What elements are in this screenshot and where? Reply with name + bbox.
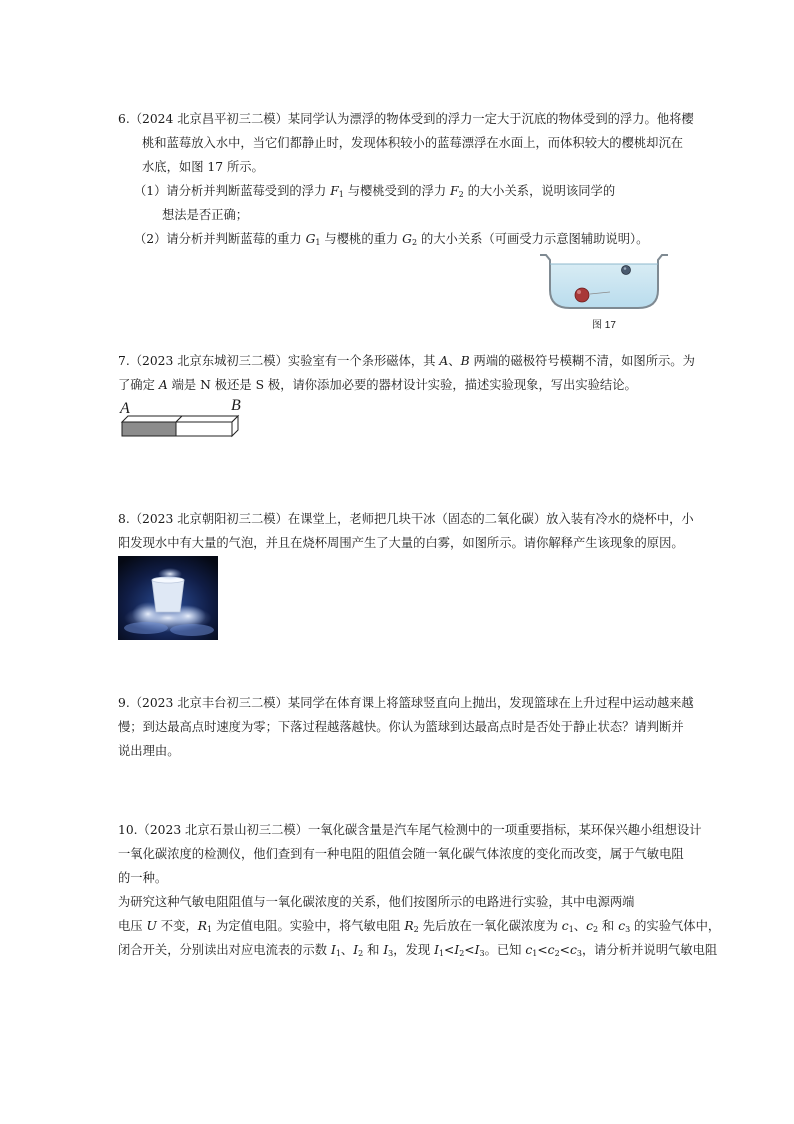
q6-part-1: （1）请分析并判断蓝莓受到的浮力 $F_1$ 与樱桃受到的浮力 $F_2$ 的大小关系，说明该同学的 — [134, 184, 616, 199]
q6-line-3: 水底，如图 17 所示。 — [142, 160, 264, 174]
q9-line-3: 说出理由。 — [118, 744, 180, 758]
q7-source: 7.（2023 北京东城初三二模） — [118, 354, 288, 368]
magnet-end-a — [122, 422, 176, 436]
q10-line-4: 为研究这种气敏电阻阻值与一氧化碳浓度的关系，他们按图所示的电路进行实验，其中电源两端 — [118, 895, 635, 909]
figure-17-caption: 图 17 — [592, 320, 616, 331]
dry-ice-photo — [118, 556, 218, 640]
q8-line-1: 8.（2023 北京朝阳初三二模）在课堂上，老师把几块干冰（固态的二氧化碳）放入装有冷水的烧杯中，小 — [118, 512, 694, 526]
beaker — [152, 580, 184, 612]
beaker-figure — [536, 250, 672, 316]
q6-line-1: 6.（2024 北京昌平初三二模）某同学认为漂浮的物体受到的浮力一定大于沉底的物体受到的浮力。他将樱 — [118, 112, 694, 126]
q7-line-2: 了确定 A 端是 N 极还是 S 极，请你添加必要的器材设计实验，描述实验现象，写出实验结论。 — [118, 378, 637, 392]
q8-line-2: 阳发现水中有大量的气泡，并且在烧杯周围产生了大量的白雾，如图所示。请你解释产生该现象的原因。 — [118, 536, 684, 550]
q10-line-6: 闭合开关，分别读出对应电流表的示数 $I_1$、$I_2$ 和 $I_3$，发现 $I_1<I_2<I_3$。已知 $c_1<c_2<c_3$，请分析并说明气敏电阻 — [118, 943, 718, 958]
q10-line-2: 一氧化碳浓度的检测仪，他们查到有一种电阻的阻值会随一氧化碳气体浓度的变化而改变，属于气敏电阻 — [118, 847, 684, 861]
q9-line-2: 慢；到达最高点时速度为零；下落过程越落越快。你认为篮球到达最高点时是否处于静止状态？请判断并 — [118, 720, 684, 734]
q9-line-1: 9.（2023 北京丰台初三二模）某同学在体育课上将篮球竖直向上抛出，发现篮球在上升过程中运动越来越 — [118, 696, 694, 710]
magnet-label-b: B — [231, 397, 241, 414]
magnet-end-b — [176, 422, 232, 436]
cherry — [575, 288, 589, 302]
water — [550, 264, 658, 308]
q8-source: 8.（2023 北京朝阳初三二模） — [118, 512, 288, 526]
q10-line-5: 电压 U 不变，$R_1$ 为定值电阻。实验中，将气敏电阻 $R_2$ 先后放在一氧化碳浓度为 $c_1$、$c_2$ 和 $c_3$ 的实验气体中， — [118, 919, 721, 934]
q9-source: 9.（2023 北京丰台初三二模） — [118, 696, 288, 710]
q10-line-3: 的一种。 — [118, 871, 168, 885]
q6-line-2: 桃和蓝莓放入水中，当它们都静止时，发现体积较小的蓝莓漂浮在水面上，而体积较大的樱桃却沉在 — [142, 136, 684, 150]
q6-source: 6.（2024 北京昌平初三二模） — [118, 112, 288, 126]
q7-line-1: 7.（2023 北京东城初三二模）实验室有一个条形磁体，其 A、B 两端的磁极符号模糊不清，如图所示。为 — [118, 354, 695, 368]
bar-magnet — [118, 414, 244, 440]
magnet-label-a: A — [120, 400, 130, 417]
q10-source: 10.（2023 北京石景山初三二模） — [118, 823, 309, 837]
q6-part-1-cont: 想法是否正确； — [162, 208, 249, 222]
blueberry — [622, 266, 631, 275]
q6-part-2: （2）请分析并判断蓝莓的重力 $G_1$ 与樱桃的重力 $G_2$ 的大小关系（可画受力示意图辅助说明）。 — [134, 232, 649, 247]
q10-line-1: 10.（2023 北京石景山初三二模）一氧化碳含量是汽车尾气检测中的一项重要指标，某环保兴趣小组想设计 — [118, 823, 702, 837]
